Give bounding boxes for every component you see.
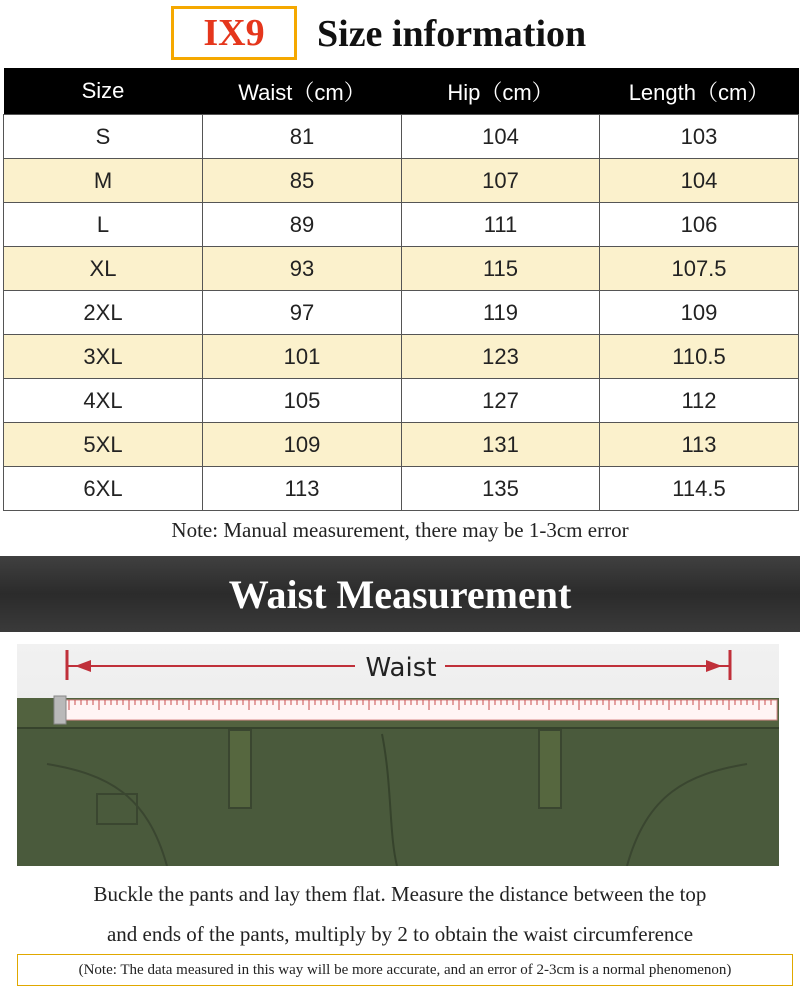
cell-hip: 119 — [402, 291, 600, 335]
cell-waist: 85 — [203, 159, 402, 203]
cell-hip: 131 — [402, 423, 600, 467]
column-header-length: Length（cm） — [600, 68, 799, 115]
cell-hip: 123 — [402, 335, 600, 379]
table-row — [4, 379, 799, 423]
header — [0, 0, 800, 66]
table-row — [4, 335, 799, 379]
cell-waist: 101 — [203, 335, 402, 379]
size-table — [3, 68, 799, 511]
cell-waist: 97 — [203, 291, 402, 335]
column-header-size: Size — [4, 68, 203, 115]
accuracy-footnote: (Note: The data measured in this way will be more accurate, and an error of 2-3cm is a normal phenomenon) — [17, 954, 793, 986]
cell-hip: 111 — [402, 203, 600, 247]
cell-size: L — [4, 203, 203, 247]
cell-waist: 81 — [203, 115, 402, 159]
table-row — [4, 115, 799, 159]
cell-length: 109 — [600, 291, 799, 335]
cell-size: 4XL — [4, 379, 203, 423]
cell-hip: 127 — [402, 379, 600, 423]
tape-measure-icon — [54, 696, 777, 724]
cell-length: 106 — [600, 203, 799, 247]
table-row — [4, 159, 799, 203]
table-row — [4, 291, 799, 335]
table-header-row — [4, 68, 799, 115]
brand-logo: IX9 — [171, 6, 297, 60]
table-row — [4, 203, 799, 247]
cell-hip: 135 — [402, 467, 600, 511]
instructions — [0, 874, 800, 954]
section-title: Waist Measurement — [228, 571, 572, 617]
cell-length: 113 — [600, 423, 799, 467]
cell-length: 104 — [600, 159, 799, 203]
cell-size: 3XL — [4, 335, 203, 379]
cell-length: 103 — [600, 115, 799, 159]
cell-size: 2XL — [4, 291, 203, 335]
waist-label: Waist — [365, 653, 437, 683]
cell-length: 107.5 — [600, 247, 799, 291]
cell-size: S — [4, 115, 203, 159]
cell-waist: 113 — [203, 467, 402, 511]
cell-waist: 89 — [203, 203, 402, 247]
column-header-waist: Waist（cm） — [203, 68, 402, 115]
cell-waist: 105 — [203, 379, 402, 423]
table-row — [4, 467, 799, 511]
waist-measurement-illustration — [17, 644, 779, 866]
cell-length: 110.5 — [600, 335, 799, 379]
cell-hip: 104 — [402, 115, 600, 159]
cell-size: XL — [4, 247, 203, 291]
pants-icon — [17, 698, 779, 866]
cell-length: 112 — [600, 379, 799, 423]
pants-illustration — [17, 644, 779, 866]
column-header-hip: Hip（cm） — [402, 68, 600, 115]
instruction-line-1: Buckle the pants and lay them flat. Measure the distance between the top — [93, 882, 707, 906]
cell-waist: 93 — [203, 247, 402, 291]
section-banner — [0, 556, 800, 632]
measurement-note: Note: Manual measurement, there may be 1-3cm error — [171, 518, 629, 542]
cell-hip: 107 — [402, 159, 600, 203]
cell-size: 5XL — [4, 423, 203, 467]
table-row — [4, 423, 799, 467]
cell-waist: 109 — [203, 423, 402, 467]
table-row — [4, 247, 799, 291]
page-title: Size information — [317, 13, 587, 55]
cell-hip: 115 — [402, 247, 600, 291]
cell-size: 6XL — [4, 467, 203, 511]
cell-length: 114.5 — [600, 467, 799, 511]
instruction-line-2: and ends of the pants, multiply by 2 to obtain the waist circumference — [106, 922, 694, 946]
cell-size: M — [4, 159, 203, 203]
